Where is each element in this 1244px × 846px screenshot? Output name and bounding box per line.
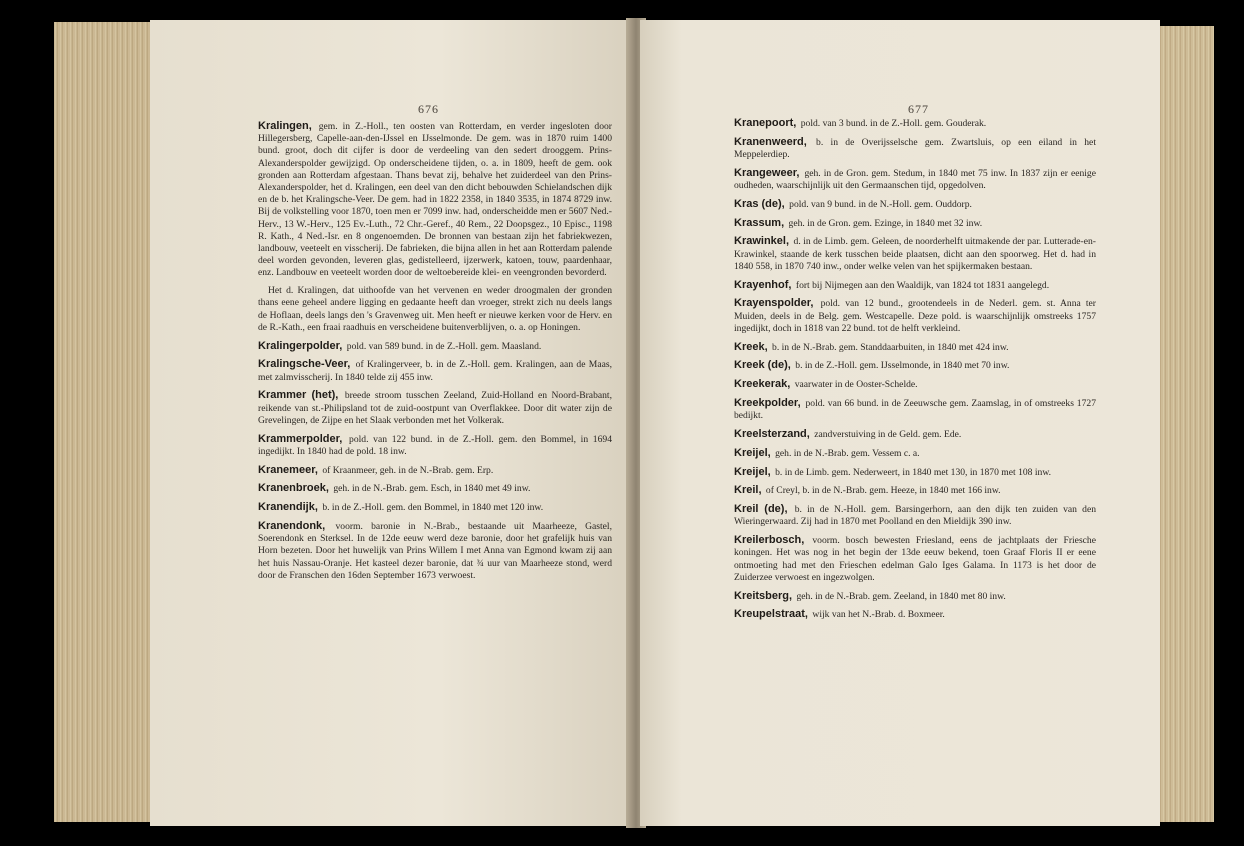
entry-headword: Kreilerbosch, [734, 534, 805, 547]
dictionary-entry [734, 167, 1096, 192]
dictionary-entry [734, 235, 1096, 273]
entry-text: gem. in Z.-Holl., ten oosten van Rotterdam, en verder ingesloten door Hillegersberg, Capelle-aan-den-IJssel en IJsselmonde. De gem. was in 1870 ruim 1400 bund. groot, doch dit cijfer is door de verdeeling van den sedert drooggem. Prins-Alexanderspolder gewijzigd. Op onderscheidene tijden, o. a. in 1809, heeft de gem. ook gronden aan Rotterdam afgestaan. Thans bevat zij, behalve het zuiderdeel van den Prins-Alexanderspolder, het d. Kralingen, een deel van den dicht bebouwden Schielandschen dijk en de b. het Kralingsche-Veer. De gem. had in 1822 2358, in 1840 3535, in 1874 8729 inw. Bij de volkstelling voor 1870, toen men er 7099 inw. had, onderscheidde men er 5607 Ned.-Herv., 13 W.-Herv., 125 Ev.-Luth., 72 Chr.-Geref., 40 Rem., 22 Doopsgez., 10 Episc., 1198 R. Kath., 4 Ned.-Isr. en 8 ongenoemden. De bronnen van bestaan zijn het fabriekwezen, landbouw, veeteelt en visscherij. De fabrieken, die bijna allen in het aan Rotterdam palende deel worden gevonden, leveren glas, gedistelleerd, ijzerwerk, katoen, touw, paardenhaar, enz. Landbouw en veeteelt worden door de weltoebereide klei- en veengronden bevorderd. [258, 121, 612, 279]
entry-headword: Kreelsterzand, [734, 427, 810, 440]
entry-headword: Krassum, [734, 216, 785, 229]
entry-headword: Krayenhof, [734, 278, 792, 291]
dictionary-entry [734, 136, 1096, 161]
entry-headword: Kreitsberg, [734, 589, 793, 602]
dictionary-entry [258, 520, 612, 582]
book-edge-left [54, 22, 158, 822]
entry-headword: Kralingen, [258, 120, 312, 132]
right-column [734, 117, 1096, 627]
entry-text: b. in de Overijsselsche gem. Zwartsluis, op een eiland in het Meppelerdiep. [734, 136, 1096, 160]
dictionary-entry [734, 590, 1096, 603]
entry-text: fort bij Nijmegen aan den Waaldijk, van 1824 tot 1831 aangelegd. [795, 279, 1050, 291]
dictionary-entry [258, 285, 612, 334]
dictionary-entry [734, 428, 1096, 441]
entry-headword: Krawinkel, [734, 235, 790, 248]
dictionary-entry [734, 117, 1096, 130]
dictionary-entry [734, 279, 1096, 292]
entry-text: of Kraanmeer, geh. in de N.-Brab. gem. Erp. [322, 464, 494, 476]
entry-text: pold. van 122 bund. in de Z.-Holl. gem. den Bommel, in 1694 ingedijkt. In 1840 had de pold. 18 inw. [258, 433, 612, 457]
dictionary-entry [258, 120, 612, 280]
dictionary-entry [734, 503, 1096, 528]
right-page [640, 20, 1160, 826]
entry-headword: Kreekerak, [734, 378, 791, 391]
entry-text: of Creyl, b. in de N.-Brab. gem. Heeze, in 1840 met 166 inw. [765, 485, 1001, 497]
dictionary-entry [734, 484, 1096, 497]
entry-headword: Krangeweer, [734, 166, 800, 179]
left-page [150, 20, 630, 826]
entry-headword: Kralingsche-Veer, [258, 358, 351, 371]
entry-text: pold. van 66 bund. in de Zeeuwsche gem. Zaamslag, in of omstreeks 1727 bedijkt. [734, 397, 1096, 422]
entry-headword: Kranendonk, [258, 520, 326, 533]
entry-headword: Kreijel, [734, 465, 771, 478]
dictionary-entry [734, 341, 1096, 354]
entry-headword: Kreijel, [734, 446, 771, 459]
entry-headword: Kreil (de), [734, 503, 788, 516]
entry-text: geh. in de Gron. gem. Ezinge, in 1840 met 32 inw. [788, 217, 983, 229]
dictionary-entry [258, 389, 612, 427]
page-number: 676 [418, 102, 439, 116]
entry-headword: Kranenweerd, [734, 135, 807, 148]
book-edge-right [1152, 26, 1214, 822]
entry-text: geh. in de N.-Brab. gem. Vessem c. a. [775, 447, 920, 459]
dictionary-entry [258, 464, 612, 477]
dictionary-entry [258, 482, 612, 495]
dictionary-entry [734, 198, 1096, 211]
entry-text: pold. van 12 bund., grootendeels in de Nederl. gem. st. Anna ter Muiden, deels in de Belg. gem. Westcapelle. Deze pold. is waarschijnlijk omstreeks 1757 ingedijkt, doch in 1818 van 22 bund. tot de helft verkleind. [734, 298, 1096, 334]
entry-text: b. in de N.-Holl. gem. Barsingerhorn, aan den dijk ten zuiden van den Wieringerwaard. Zij had in 1870 met Poolland en den Mieldijk 390 inw. [734, 504, 1096, 528]
dictionary-entry [258, 501, 612, 514]
entry-text: b. in de N.-Brab. gem. Standdaarbuiten, in 1840 met 424 inw. [772, 341, 1009, 353]
entry-text: b. in de Z.-Holl. gem. den Bommel, in 1840 met 120 inw. [322, 502, 544, 514]
dictionary-entry [734, 608, 1096, 621]
page-number: 677 [908, 102, 929, 116]
entry-headword: Kreil, [734, 484, 762, 497]
entry-headword: Krammer (het), [258, 389, 339, 402]
entry-headword: Kranepoort, [734, 117, 797, 129]
left-column [258, 120, 612, 588]
entry-text: zandverstuiving in de Geld. gem. Ede. [814, 428, 962, 440]
entry-headword: Kranendijk, [258, 501, 318, 514]
entry-headword: Kras (de), [734, 197, 785, 210]
dictionary-entry [734, 447, 1096, 460]
entry-text: pold. van 9 bund. in de N.-Holl. gem. Ouddorp. [789, 198, 972, 210]
entry-headword: Kranenbroek, [258, 482, 329, 495]
entry-text: voorm. bosch bewesten Friesland, eens de jachtplaats der Friesche koningen. Het was nog in het begin der 13de eeuw bekend, toen Graaf Floris II er eene ontmoeting had met den Frieschen edelman Galo Iges Galama. In 1173 is het door de Zuiderzee verwoest en ingezwolgen. [734, 535, 1096, 583]
entry-text: geh. in de N.-Brab. gem. Esch, in 1840 met 49 inw. [333, 483, 531, 495]
entry-headword: Kreekpolder, [734, 396, 801, 409]
entry-text: geh. in de N.-Brab. gem. Zeeland, in 1840 met 80 inw. [796, 590, 1006, 602]
entry-headword: Kralingerpolder, [258, 339, 343, 352]
entry-text: b. in de Limb. gem. Nederweert, in 1840 met 130, in 1870 met 108 inw. [775, 466, 1052, 478]
entry-text: Het d. Kralingen, dat uithoofde van het vervenen en weder droogmalen der gronden thans eene geheel andere ligging en gedaante heeft dan vroeger, strekt zich nu deels langs de Hoflaan, deels langs den 's Gravenweg uit. Men heeft er nieuwe kerken voor de Herv. en de R.-Kath., een fraai raadhuis en verscheidene buitenverblijven, o. a. op Honingen. [258, 285, 612, 333]
entry-text: pold. van 3 bund. in de Z.-Holl. gem. Gouderak. [800, 118, 987, 129]
dictionary-entry [258, 358, 612, 383]
entry-text: b. in de Z.-Holl. gem. IJsselmonde, in 1840 met 70 inw. [795, 360, 1010, 372]
dictionary-entry [734, 378, 1096, 391]
dictionary-entry [734, 397, 1096, 422]
dictionary-entry [734, 217, 1096, 230]
dictionary-entry [258, 433, 612, 458]
entry-text: geh. in de Gron. gem. Stedum, in 1840 met 75 inw. In 1837 zijn er eenige oudheden, waarschijnlijk uit den Germaanschen tijd, opgedolven. [734, 167, 1096, 191]
entry-headword: Kranemeer, [258, 463, 318, 476]
entry-headword: Krammerpolder, [258, 432, 343, 445]
entry-text: vaarwater in de Ooster-Schelde. [794, 379, 918, 391]
entry-headword: Krayenspolder, [734, 297, 814, 310]
dictionary-entry [734, 466, 1096, 479]
entry-text: of Kralingerveer, b. in de Z.-Holl. gem. Kralingen, aan de Maas, met zalmvisscherij. In 1840 telde zij 455 inw. [258, 359, 612, 383]
dictionary-entry [734, 297, 1096, 335]
entry-text: d. in de Limb. gem. Geleen, de noorderhelft uitmakende der par. Lutterade-en-Krawinkel, staande de kerk tusschen beide plaatsen, dicht aan den spoorweg. Het d. had in 1840 558, in 1870 740 inw., onder welke velen van het spijkermaken bestaan. [734, 236, 1096, 272]
dictionary-entry [734, 534, 1096, 584]
dictionary-entry [258, 340, 612, 353]
entry-text: voorm. baronie in N.-Brab., bestaande uit Maarheeze, Gastel, Soerendonk en Sterksel. In de 12de eeuw werd deze baronie, door het grafelijk huis van Horn bezeten. Door het huwelijk van Prins Willem I met Anna van Egmond kwam zij aan het huis Nassau-Oranje. Het kasteel dezer baronie, dat ¾ uur van Maarheeze stond, werd door de Franschen den 16den September 1673 verwoest. [258, 521, 612, 581]
entry-text: wijk van het N.-Brab. d. Boxmeer. [812, 609, 945, 621]
dictionary-entry [734, 359, 1096, 372]
entry-headword: Kreupelstraat, [734, 608, 808, 621]
entry-headword: Kreek, [734, 340, 768, 353]
entry-text: breede stroom tusschen Zeeland, Zuid-Holland en Noord-Brabant, reikende van st.-Philipsland tot de zuid-oostpunt van Overflakkee. Door dit water zijn de Grevelingen, de Zijpe en het Slaak verbonden met het Volkerak. [258, 390, 612, 426]
entry-text: pold. van 589 bund. in de Z.-Holl. gem. Maasland. [346, 340, 542, 352]
entry-headword: Kreek (de), [734, 359, 791, 372]
